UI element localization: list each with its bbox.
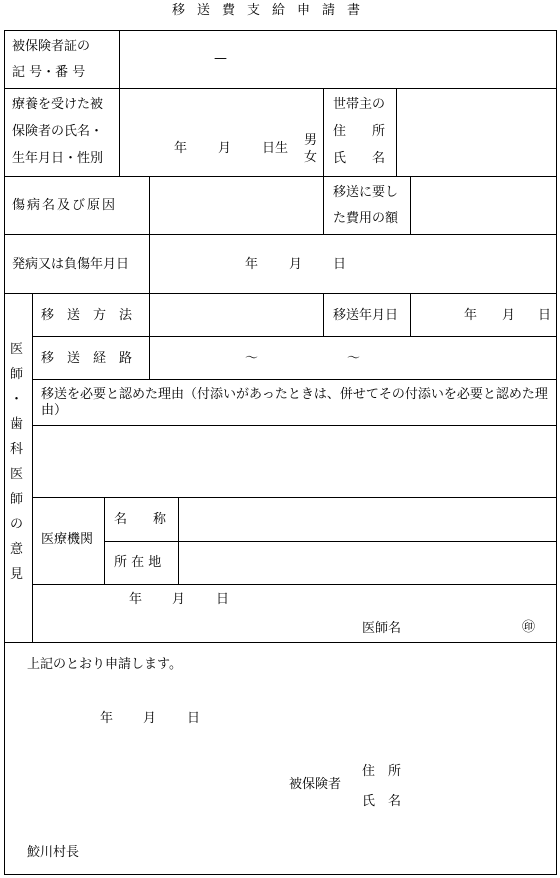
col-divider: [323, 293, 324, 336]
gender-female-option[interactable]: 女: [304, 150, 318, 165]
insured-card-label-line2: 記 号・番 号: [12, 65, 86, 80]
application-month-unit: 月: [143, 711, 157, 726]
transfer-date-label: 移送年月日: [333, 308, 399, 323]
row-divider: [4, 88, 557, 89]
route-tilde: ～: [347, 351, 361, 366]
row-divider: [32, 379, 557, 380]
col-divider: [396, 88, 397, 176]
transfer-cost-label-line1: 移送に要し: [333, 185, 399, 200]
col-divider: [178, 497, 179, 584]
row-divider: [4, 642, 557, 643]
householder-label: 世帯主の: [333, 97, 386, 112]
side-label-char: ・: [10, 392, 24, 407]
applicant-name-label: 氏 名: [362, 794, 402, 809]
transfer-reason-label: 移送を必要と認めた理由（付添いがあったときは、併せてその付添いを必要と認めた理由）: [41, 387, 548, 418]
patient-birth-year-unit: 年: [174, 141, 188, 156]
col-divider: [32, 293, 33, 643]
table-border-left: [4, 30, 5, 875]
side-label-char: 師: [10, 492, 24, 507]
patient-birth-day-unit: 日生: [262, 141, 289, 156]
doctor-sign-year-unit: 年: [129, 592, 143, 607]
row-divider: [32, 336, 557, 337]
seal-mark: ㊞: [522, 620, 536, 635]
recipient-label: 鮫川村長: [27, 845, 80, 860]
transfer-cost-label-line2: た費用の額: [333, 211, 399, 226]
route-tilde: ～: [245, 351, 259, 366]
col-divider: [119, 30, 120, 176]
transfer-date-year-unit: 年: [464, 308, 478, 323]
side-label-char: の: [10, 517, 24, 532]
col-divider: [149, 336, 150, 379]
gender-male-option[interactable]: 男: [304, 133, 318, 148]
applicant-address-label: 住 所: [362, 764, 402, 779]
side-label-char: 医: [10, 467, 24, 482]
table-border-right: [556, 30, 557, 875]
doctor-name-label: 医師名: [362, 621, 402, 636]
table-border-top: [4, 30, 557, 31]
patient-label-line1: 療養を受けた被: [12, 97, 104, 112]
row-divider: [4, 234, 557, 235]
medical-institution-label: 医療機関: [41, 532, 94, 547]
institution-address-label: 所 在 地: [114, 555, 162, 570]
row-divider: [104, 541, 557, 542]
side-label-char: 歯: [10, 417, 24, 432]
application-day-unit: 日: [187, 711, 201, 726]
onset-label: 発病又は負傷年月日: [12, 257, 130, 272]
patient-birth-month-unit: 月: [218, 141, 232, 156]
row-divider: [32, 497, 557, 498]
institution-name-label: 名 称: [114, 512, 167, 527]
col-divider: [149, 176, 150, 336]
application-year-unit: 年: [100, 711, 114, 726]
transfer-route-label: 移 送 経 路: [41, 351, 133, 366]
insured-card-number-field[interactable]: —: [214, 51, 227, 66]
transfer-method-label: 移 送 方 法: [41, 308, 133, 323]
transfer-date-day-unit: 日: [538, 308, 552, 323]
patient-label-line2: 保険者の氏名・: [12, 124, 104, 139]
side-label-char: 医: [10, 342, 24, 357]
col-divider: [104, 497, 105, 584]
application-statement: 上記のとおり申請します。: [27, 657, 182, 672]
side-label-char: 意: [10, 542, 24, 557]
onset-year-unit: 年: [245, 257, 259, 272]
row-divider: [4, 293, 557, 294]
applicant-insured-label: 被保険者: [289, 777, 342, 792]
transfer-date-month-unit: 月: [502, 308, 516, 323]
col-divider: [410, 293, 411, 336]
onset-month-unit: 月: [289, 257, 303, 272]
injury-label: 傷病名及び原因: [12, 198, 118, 213]
householder-address-label: 住 所: [333, 124, 386, 139]
row-divider: [32, 425, 557, 426]
insured-card-label-line1: 被保険者証の: [12, 39, 91, 54]
onset-day-unit: 日: [333, 257, 347, 272]
col-divider: [410, 176, 411, 234]
doctor-sign-month-unit: 月: [172, 592, 186, 607]
row-divider: [4, 176, 557, 177]
patient-label-line3: 生年月日・性別: [12, 151, 104, 166]
side-label-char: 科: [10, 442, 24, 457]
table-border-bottom: [4, 874, 557, 875]
page-title: 移送費支給申請書: [172, 3, 373, 18]
side-label-char: 師: [10, 367, 24, 382]
householder-name-label: 氏 名: [333, 151, 386, 166]
row-divider: [32, 584, 557, 585]
side-label-char: 見: [10, 567, 24, 582]
doctor-sign-day-unit: 日: [216, 592, 230, 607]
col-divider: [323, 88, 324, 234]
